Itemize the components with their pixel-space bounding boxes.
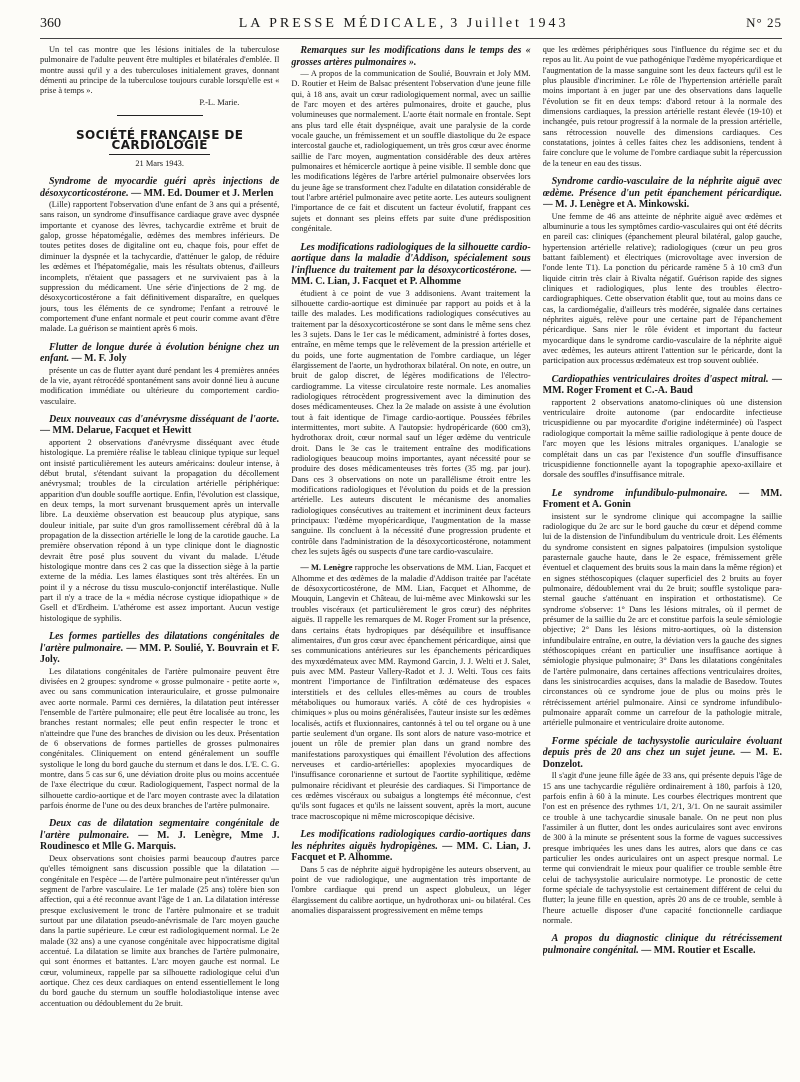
issue-date: 3 Juillet 1943	[450, 16, 569, 31]
article-title: Les modifications radiologiques de la silhouette cardio-aortique dans la maladie d'Addison, spécialement sous l'influence du traitement par la désoxycorticostérone. — MM. C. Lian, J. Facquet et P. Alhomme	[291, 241, 531, 287]
divider	[117, 115, 203, 116]
article-body: Il s'agit d'une jeune fille âgée de 33 ans, qui présente depuis l'âge de 15 ans une tachycardie régulière ordinairement à 180, parfois à 120, parfois enfin à 60 à la minute. Les courbes électriques montrent que l'on est en présence des rythmes 1/1, 2/1, 3/1. On ne saurait assimiler ce trouble à une tachycardie sinusale banale. On ne peut non plus l'assimiler à un flutter, dont les ondes auriculaires sont avec environs de 300 à la minute se présentent sous la forme de vagues successives presque imbriquées les unes dans les autres, alors que dans ce cas particulier les ondes auriculaires ont un aspect presque normal. Le terme qui conviendrait le mieux pour qualifier ce trouble semble être celui de tachysystolie auriculaire normotype. Le pronostic de cette forme spéciale de tachysystolie est certainement différent de celui du flutter; la jeune fille en question, après 20 ans de ce trouble, semble à l'heure actuelle disposer d'une capacité fonctionnelle cardiaque normale.	[542, 771, 782, 926]
column-1	[40, 45, 279, 1070]
masthead	[239, 14, 569, 32]
article-body: que les œdèmes périphériques sous l'influence du régime sec et du repos au lit. Au point de vue pathogénique l'œdème myopéricardique et l'augmentation de la masse sanguine sont les deux facteurs qu'il est le plus plausible d'incriminer. Le rôle de l'hypertension artérielle paraît moins important à en juger par une des observations dans laquelle l'évolution se fit en deux temps: d'abord retour à la normale des dimensions cardiaques, la pression artérielle restant élevée (19-10) et inchangée, puis retour progressif à la normale de la pression artérielle, sans rétrocession nouvelle des dimensions cardiaques. Ces constatations, jointes à celles faites chez les addisoniens, tendent à faire conclure que le volume de l'ombre cardiaque subit la répercussion de la teneur en eau des tissus.	[542, 45, 782, 168]
column-2	[291, 45, 530, 1070]
intro-signature: P.-L. Marie.	[199, 97, 240, 107]
article-body: insistent sur le syndrome clinique qui accompagne la saillie radiologique du 2e arc sur le bord gauche du cœur et dépend comme lui de la distension de l'infundibulum du ventricule droit. Les éléments du syndrome consistent en signes palpatoires (impulsion systolique parasternale gauche haute, dans le 2e espace, frémissement grêle éventuel et claquement des bruits sous la main dans la même région) et en signes stéthoscopiques (claquer superficiel des 2 bruits au foyer pulmonaire, dédoublement vrai du 2e bruit; souffle systolique para-sternal gauche s'atténuant en inspiration et orthostatisme). Ce syndrome s'observe: 1° Dans les lésions mitrales, où il permet de présumer de la saillie du 2e arc et constitue parfois la seule sémiologie objective; 2° Dans les lésions mitro-aortiques, où la distension infundibulaire entraîne, en outre, la déviation vers la gauche des signes stéthoscopiques créant en particulier une insuffisance aortique à sémiologie physique pulmonaire; 3° Dans les dilatations congénitales de l'artère pulmonaire, dans certaines affections ventriculaires droites, dans les sinistrocardies acquises, dans la maladie de Basedow. Toutes circonstances où ce syndrome joue de plus ou moins près le rétrécissement artériel pulmonaire. Ainsi ce syndrome infundibulo-pulmonaire apparaît comme un carrefour de la pathologie mitrale, artérielle pulmonaire et ventriculaire droite autonome.	[542, 511, 782, 728]
article-body: apportent 2 observations d'anévrysme disséquant avec étude histologique. La première réalise le tableau clinique typique sur lequel ont insisté particulièrement les auteurs américains: douleur intense, à début brutal, s'étendant suivant la propagation du décollement anévrysmal; troubles de la circulation artérielle périphérique: apparition d'un double souffle aortique. Enfin, l'évolution est classique, en deux temps, la mort survenant brusquement après un intervalle libre. La deuxième observation est beaucoup plus atypique, sans douleur initiale, par suite d'un gros ramollissement cérébral dû à la propagation de la dissection artérielle le long de la carotide gauche. La première observation répond à un type clinique dont le diagnostic devrait être posé plus souvent du vivant du malade. L'étude histologique montre dans ces 2 cas que la dissection siège à la partie externe de la média. Les lames élastiques sont très altérées. En un point il y a nécrose du tissu musculo-conjonctif interélastique. Nulle part il n'y a trace de la « média nécrose cystique idiopathique » de Gsell et d'Erdheim. L'athérome est assez important. Aucun vestige histologique de syphilis.	[40, 437, 280, 623]
article-columns	[40, 45, 782, 1070]
article-body: Les dilatations congénitales de l'artère pulmonaire peuvent être divisées en 2 groupes: syndrome « grosse pulmonaire - petite aorte », avec ou sans communication interauriculaire, et grosse pulmonaire avec aorte normale. Parmi ces dernières, la dilatation peut intéresser l'ensemble de l'artère pulmonaire; elle peut être localisée au tronc, les branches restant normales; elle peut enfin respecter le tronc et n'atteindre que l'une des branches de division ou les deux. Présentation de 6 observations de formes partielles de grosses pulmonaires congénitales. Cliniquement on entend généralement un souffle systolique le long du bord gauche du sternum et dans le dos. L'E. C. G. montre, dans 5 cas sur 6, une déviation droite plus ou moins accentuée de l'axe électrique du cœur. Radiologiquement, l'aspect normal de la silhouette cardio-aortique et de l'arc moyen contraste avec la dilatation parfois énorme de l'une ou des deux branches de l'artère pulmonaire.	[40, 666, 280, 811]
article-title: Les formes partielles des dilatations congénitales de l'artère pulmonaire. — MM. P. Soulié, Y. Bouvrain et F. Joly.	[40, 631, 280, 666]
article-body: Deux observations sont choisies parmi beaucoup d'autres parce qu'elles témoignent sans discussion possible que la dilatation — congénitale en l'espèce — de l'artère pulmonaire peut n'intéresser qu'un segment de l'arbre vasculaire. Le 1er malade (25 ans) tolère bien son affection, qui a été reconnue avant l'âge de 1 an. La dilatation intéresse presque exclusivement le tronc de l'artère pulmonaire et se traduit surtout par une dilatation pseudo-anévrismale de l'arc moyen gauche dans la partie supérieure. Le cœur est radiologiquement normal. Le 2e malade (32 ans) a une cyanose congénitale avec hippocratisme digital accentué. La dilatation se limite aux branches de l'artère pulmonaire, qui sont énormes et battantes. L'arc moyen gauche est normal. Le cœur, volumineux, rappelle par sa silhouette radiologique celui d'un aortique. Chez ces deux cardiaques on entend essentiellement le long du bord gauche du sternum un souffle holodiastolique intense avec accentuation ou dédoublement du 2e bruit.	[40, 853, 280, 1008]
divider	[109, 154, 210, 155]
article-title: Syndrome cardio-vasculaire de la néphrite aiguë avec œdème. Présence d'un petit épanchement péricardique. — M. J. Lenègre et A. Minkowski.	[542, 176, 782, 211]
article-title: A propos du diagnostic clinique du rétrécissement pulmonaire congénital. — MM. Routier et Escalle.	[542, 933, 782, 956]
article-title: Deux nouveaux cas d'anévrysme disséquant de l'aorte. — MM. Delarue, Facquet et Hewitt	[40, 413, 280, 437]
article-title: Le syndrome infundibulo-pulmonaire. — MM. Froment et A. Gonin	[542, 487, 782, 511]
issue-number: N° 25	[746, 15, 782, 30]
article-body: étudient à ce point de vue 3 addisoniens. Avant traitement la silhouette cardio-aortique est diminuée par rapport au poids et à la taille des malades. Les modifications radiologiques consécutives au traitement par la désoxycorticostérone se sont dans le même sens chez les 3 sujets. Dans le 1er cas le médicament, administré à fortes doses, entraîne, en même temps que le relèvement de la pression artérielle et du poids, une forte augmentation de l'ombre cardiaque, un léger élargissement de l'aorte, un hydrothorax bilatéral. On note, en outre, un bruit de galop discret, de légères modifications de l'électro-cardiogramme. La vitesse circulatoire reste normale. Les anomalies radiologiques rétrocèdent progressivement avec la diminution des doses médicamenteuses. Chez la 2e malade on assiste à une évolution tout à fait identique de l'image cardio-aortique. Poussées fébriles intermittentes, mort subite. A l'autopsie: hydropéricarde (600 cm3), hydrothorax droit, cœur normal sauf un léger œdème du ventricule droit. Dans le 3e cas le traitement entraîne des modifications radiologiques beaucoup moins importantes, ayant nécessité pour se produire des doses médicamenteuses très fortes (35 mg. par jour). Dans ces 3 observations on note un parallélisme étroit entre les modifications radiologiques et l'évolution du poids et de la pression artérielle. Les auteurs discutent le mécanisme des anomalies radiologiques consécutives au traitement et incriminent deux facteurs principaux: l'œdème myopéricardique, l'augmentation de la masse sanguine. Ils concluent à la nécessité d'une progression prudente et contrôle dans l'administration de la désoxycorticostérone, notamment chez les sujets âgés ou suspects d'une tare cardio-vasculaire.	[291, 288, 531, 557]
article-body: rapportent 2 observations anatomo-cliniques où une distension ventriculaire droite autonome (par endocardite infectieuse tricuspidienne ou par myocardite d'origine indéterminée) où l'aspect radiologique comportait la même saillie radiologique à pente douce de l'arc moyen que les lésions mitrales organiques. L'analogie se complétait dans un cas par l'existence d'un souffle d'insuffisance tricuspidienne fonctionnelle ayant la topographie apexo-axillaire et dorsale des souffles d'insuffisance mitrale.	[542, 397, 782, 480]
column-3	[543, 45, 782, 1070]
article-body: présente un cas de flutter ayant duré pendant les 4 premières années de la vie, ayant rétrocédé spontanément sans avoir donné lieu à aucune modification immédiate ou ultérieure du comportement cardio-vasculaire.	[40, 365, 280, 406]
article-title: Syndrome de myocardie guéri après injections de désoxycorticostérone. — MM. Ed. Doumer et J. Merlen	[40, 176, 280, 199]
article-title: Deux cas de dilatation segmentaire congénitale de l'artère pulmonaire. — M. J. Lenègre, Mme J. Roudinesco et Mlle G. Marquis.	[40, 818, 280, 853]
intro-paragraph: Un tel cas montre que les lésions initiales de la tuberculose pulmonaire de l'adulte peuvent être multiples et bilatérales d'emblée. Il montre aussi qu'il y a des tuberculoses initialement graves, donnant démenti au principe de la tuberculose toujours curable lorsqu'elle est « prise à temps ».	[40, 45, 280, 96]
article-body: (Lille) rapportent l'observation d'une enfant de 3 ans qui a présenté, sans raison, un syndrome d'insuffisance cardiaque grave avec dyspnée importante et cyanose des lèvres, tachycardie extrême et bruit de galop, grosse hépatomégalie, œdèmes des membres inférieurs. De toutes petites doses de digitaline ont eu, chaque fois, pour effet de diminuer la dyspnée et la tachycardie, d'atténuer le galop, de réduire les œdèmes et l'hépatomégalie, mais les résultats obtenus, d'ailleurs incomplets, n'étaient que passagers et ne survivaient pas à la suppression du médicament. Une série d'injections de 2 mg. de désoxycorticostérone a fait définitivement disparaître, en quelques jours, tous les éléments de ce syndrome; l'enfant a retrouvé le comportement d'une enfant normale et peut courir comme avant d'être malade. La guérison se maintient après 6 mois.	[40, 200, 280, 334]
article-title: Forme spéciale de tachysystolie auriculaire évoluant depuis près de 20 ans chez un sujet jeune. — M. E. Donzelot.	[542, 735, 782, 770]
article-body: Dans 5 cas de néphrite aiguë hydropigène les auteurs observent, au point de vue radiologique, une augmentation très importante de l'ombre cardiaque qui prend un aspect globuleux, un léger élargissement du calibre aortique, un hydrothorax uni- ou bilatéral. Ces anomalies disparaissent progressivement en même temps	[291, 864, 531, 915]
article-title: Cardiopathies ventriculaires droites d'aspect mitral. — MM. Roger Froment et C.-A. Baud	[542, 373, 782, 397]
journal-title: LA PRESSE MÉDICALE,	[238, 16, 447, 31]
article-title: Les modifications radiologiques cardio-aortiques dans les néphrites aiguës hydropigènes. — MM. C. Lian, J. Facquet et P. Alhomme.	[291, 829, 531, 864]
article-body: — A propos de la communication de Soulié, Bouvrain et Joly MM. D. Routier et Heim de Balsac présentent l'observation d'une jeune fille qui, à 18 ans, avait un cœur radiologiquement normal, avec un saillie de l'arc moyen et des artères pulmonaires, droite et gauche, plus volumineuses que normalement. L'aorte était normale en frontale. Sept ans plus tard elle était dyspnéique, avait une paralysie de la corde vocale gauche, un frémissement et un souffle diastolique du 2e espace intercostal gauche et, radiologiquement, un très gros cœur avec énorme saillie de l'arc moyen, augmentation considérable des deux artères pulmonaires et hémicercle aortique à peine visible. Il semble donc que les modifications légères de l'arbre artériel pulmonaire observées lors du jeune âge se transforment chez l'adulte en dilatation considérable de tout l'arbre artériel pulmonaire avec petite aorte. Les auteurs soulignent l'importance de ce fait et discutent un facteur évolutif, frappant ces sujets et donnant ses pleins effets par suite d'une prédisposition congénitale.	[291, 69, 531, 234]
society-title: SOCIÉTÉ FRANÇAISE DE CARDIOLOGIE	[75, 128, 244, 153]
society-date: 21 Mars 1943.	[135, 158, 184, 168]
article-body: — M. Lenègre rapproche les observations de MM. Lian, Facquet et Alhomme et des œdèmes de la maladie d'Addison traitée par l'acétate de désoxycorticostérone, de MM. Lian, Facquet et Alhomme, de Mouquin, Langevin et Château, de lui-même avec Minkowski sur les troubles viscéraux (et particulièrement le gros cœur) des néphrites aiguës. Il rappelle les remarques de M. Roger Froment sur la présence, dans certains états hydropiques par déséquilibre et insuffisance alimentaires, d'un gros cœur avec épanchement péricardique, ainsi que ses communications antérieures sur les épanchements péricardiques des myxœdémateux avec MM. Raymond Garcin, J. J. Welti et J. Salet, puis avec MM. Pasteur Vallery-Radot et J. J. Welti. Tous ces faits montrent l'importance de l'infiltration œdémateuse des espaces interstitiels et des cellules elles-mêmes au cours de troubles métaboliques ou humoraux variés. A côté de ces hydropisies « chimiques » plus ou moins généralisées, l'auteur insiste sur les œdèmes localisés, actifs et fluxionnaires, cantonnés à tel ou tel organe ou à une partie seulement d'un organe. Ils sont alors de nature vaso-motrice et jouent un rôle de premier plan dans un grand nombre des manifestations paroxystiques qui émaillent l'évolution des affections nerveuses et cardio-artérielles: apoplexies myocardiques de l'insuffisance coronarienne et surtout de l'aortite syphilitique, œdème pulmonaire récidivant et pleurésie des cardiaques. Si l'importance de ces œdèmes viscéraux ou subaigus a longtemps été méconnue, c'est qu'ils sont fugaces et qu'ils ne laissent souvent, après la mort, aucune trace macroscopique ni même microscopique décisive.	[291, 563, 531, 821]
page-number: 360	[40, 16, 61, 31]
article-title: Remarques sur les modifications dans le temps des « grosses artères pulmonaires ».	[291, 45, 531, 68]
article-body: Une femme de 46 ans atteinte de néphrite aiguë avec œdèmes et albuminurie a tous les symptômes cardio-vasculaires qui ont été décrits en pareil cas: cliniques (épanchement pleural bilatéral, galop gauche, hypertension artérielle relative); radiologiques (cœur un peu gros battant faiblement) et électriques (microvoltage avec inversion de l'onde lente T1). La ponction du péricarde ramène 5 à 10 cm3 d'un liquide citrin très clair à Rivalta négatif. Guérison rapide des signes cliniques et radiologiques, plus lente des troubles électro-cardiographiques. Cette observation établit que, tout au moins dans ce cas, la cardiomégalie, d'ailleurs très modérée, signalée dans certaines néphrites aiguës, relève pour une certaine part de l'épanchement péricardique. Sans nier le rôle évident et important du facteur myocardique dans le syndrome cardio-vasculaire de la néphrite aiguë avec œdèmes, les auteurs attirent l'attention sur le péricarde, dont la participation aux processus œdémateux est trop souvent oubliée.	[542, 211, 782, 366]
page-header	[40, 14, 782, 39]
article-title: Flutter de longue durée à évolution bénigne chez un enfant. — M. F. Joly	[40, 341, 280, 365]
